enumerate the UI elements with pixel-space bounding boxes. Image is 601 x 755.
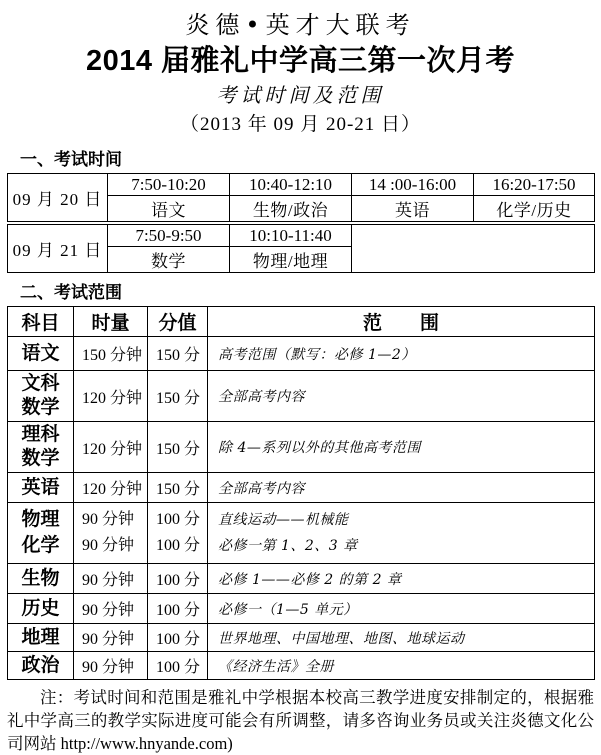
duration-cell: 90 分钟 <box>74 594 148 624</box>
time-slot-cell: 7:50-10:20 <box>108 174 230 196</box>
table-row <box>8 174 595 196</box>
duration-cell: 90 分钟 <box>74 652 148 680</box>
subject-cell: 历史 <box>8 594 74 624</box>
table-header-row <box>8 307 595 337</box>
score-cell <box>148 503 208 564</box>
column-header-scope: 范 围 <box>208 307 595 337</box>
subject-line: 化学 <box>21 535 60 556</box>
duration-cell: 120 分钟 <box>74 473 148 503</box>
exam-date-cell: 09 月 21 日 <box>8 223 108 273</box>
subject-cell: 数学 <box>108 247 230 273</box>
column-header-subject: 科目 <box>8 307 74 337</box>
document-header <box>0 8 601 140</box>
table-row <box>8 624 595 652</box>
scope-cell: 高考范围（默写：必修 1—2） <box>208 337 595 371</box>
duration-cell: 120 分钟 <box>74 371 148 422</box>
duration-cell: 150 分钟 <box>74 337 148 371</box>
scope-cell: 全部高考内容 <box>208 473 595 503</box>
scope-cell: 必修 1——必修 2 的第 2 章 <box>208 564 595 594</box>
subject-line: 文科 <box>21 373 60 395</box>
subject-cell: 生物/政治 <box>230 196 352 224</box>
page-subtitle: 考试时间及范围 <box>216 83 385 107</box>
subject-cell <box>8 422 74 473</box>
score-line: 100 分 <box>156 537 201 554</box>
subject-cell: 英语 <box>352 196 474 224</box>
exam-time-table <box>7 173 595 273</box>
table-row <box>8 503 595 564</box>
footnote: 注：考试时间和范围是雅礼中学根据本校高三教学进度安排制定的，根据雅礼中学高三的教学实际进度可能会有所调整，请多咨询业务员或关注炎德文化公司网站 http://www.hnyande.com) <box>7 688 594 753</box>
subject-cell: 政治 <box>8 652 74 680</box>
section-heading-exam-time: 一、考试时间 <box>20 150 122 169</box>
subject-cell <box>8 371 74 422</box>
scope-cell: 世界地理、中国地理、地图、地球运动 <box>208 624 595 652</box>
table-row <box>8 422 595 473</box>
scope-line: 必修一第 1、2、3 章 <box>218 538 358 554</box>
scope-cell <box>208 503 595 564</box>
score-cell: 100 分 <box>148 564 208 594</box>
table-row <box>8 223 595 247</box>
subject-cell <box>8 503 74 564</box>
exam-date-cell: 09 月 20 日 <box>8 174 108 224</box>
scope-cell: 《经济生活》全册 <box>208 652 595 680</box>
time-slot-cell: 16:20-17:50 <box>474 174 595 196</box>
duration-cell: 90 分钟 <box>74 624 148 652</box>
scope-cell: 全部高考内容 <box>208 371 595 422</box>
duration-cell: 120 分钟 <box>74 422 148 473</box>
column-header-score: 分值 <box>148 307 208 337</box>
subject-cell: 语文 <box>8 337 74 371</box>
table-row <box>8 564 595 594</box>
time-slot-cell: 7:50-9:50 <box>108 223 230 247</box>
time-slot-cell: 10:40-12:10 <box>230 174 352 196</box>
table-row <box>8 594 595 624</box>
date-range: （2013 年 09 月 20-21 日） <box>179 114 422 135</box>
score-cell: 150 分 <box>148 371 208 422</box>
duration-line: 90 分钟 <box>82 511 135 528</box>
page-title: 2014 届雅礼中学高三第一次月考 <box>85 45 516 77</box>
subject-line: 理科 <box>21 424 60 446</box>
subject-cell: 化学/历史 <box>474 196 595 224</box>
table-row <box>8 337 595 371</box>
empty-cell <box>352 223 595 273</box>
subject-cell: 生物 <box>8 564 74 594</box>
subject-line: 数学 <box>21 448 60 469</box>
section-heading-exam-scope: 二、考试范围 <box>20 283 122 302</box>
score-cell: 150 分 <box>148 473 208 503</box>
scope-cell: 除 4—系列以外的其他高考范围 <box>208 422 595 473</box>
table-row <box>8 371 595 422</box>
duration-line: 90 分钟 <box>82 537 135 554</box>
subject-line: 数学 <box>21 397 60 418</box>
time-slot-cell: 14 :00-16:00 <box>352 174 474 196</box>
table-row <box>8 652 595 680</box>
scope-cell: 必修一（1—5 单元） <box>208 594 595 624</box>
column-header-duration: 时量 <box>74 307 148 337</box>
subject-line: 物理 <box>21 509 60 530</box>
score-cell: 100 分 <box>148 624 208 652</box>
time-slot-cell: 10:10-11:40 <box>230 223 352 247</box>
scope-line: 直线运动——机械能 <box>218 512 349 528</box>
subject-cell: 物理/地理 <box>230 247 352 273</box>
table-row <box>8 473 595 503</box>
score-cell: 150 分 <box>148 337 208 371</box>
duration-cell <box>74 503 148 564</box>
score-cell: 100 分 <box>148 652 208 680</box>
subject-cell: 语文 <box>108 196 230 224</box>
score-cell: 150 分 <box>148 422 208 473</box>
subject-cell: 地理 <box>8 624 74 652</box>
duration-cell: 90 分钟 <box>74 564 148 594</box>
subject-cell: 英语 <box>8 473 74 503</box>
score-cell: 100 分 <box>148 594 208 624</box>
brand-line: 炎德•英才大联考 <box>185 11 416 39</box>
score-line: 100 分 <box>156 511 201 528</box>
exam-scope-table <box>7 306 595 680</box>
